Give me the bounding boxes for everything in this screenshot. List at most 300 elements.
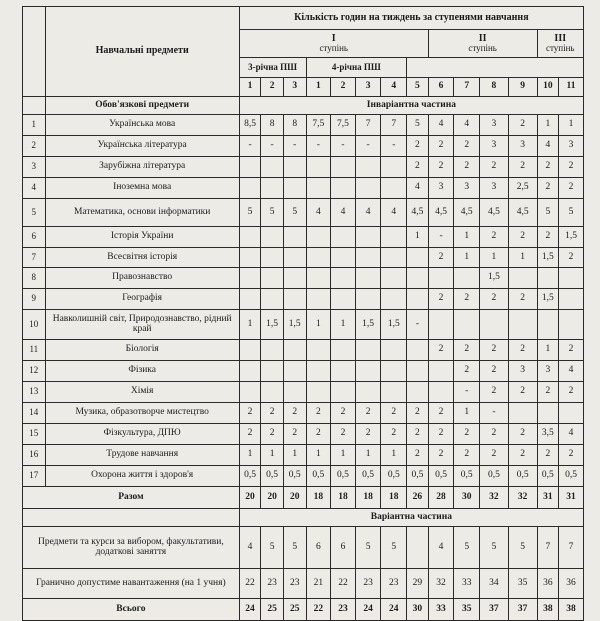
total-label: Разом bbox=[23, 487, 240, 509]
hours-cell: 2 bbox=[559, 445, 584, 466]
hours-cell: 2 bbox=[454, 157, 480, 178]
grand-total-cell: 24 bbox=[381, 599, 407, 621]
hours-cell: 4,5 bbox=[428, 199, 454, 227]
hours-cell bbox=[381, 178, 407, 199]
hours-cell bbox=[283, 157, 306, 178]
elective-cell: 5 bbox=[355, 527, 381, 569]
hours-cell bbox=[239, 382, 261, 403]
hours-cell bbox=[381, 248, 407, 268]
hours-cell: 0,5 bbox=[537, 466, 559, 487]
subject-row bbox=[23, 361, 584, 382]
hours-cell bbox=[261, 248, 284, 268]
hours-cell: 1 bbox=[331, 445, 356, 466]
subject-name: Біологія bbox=[45, 340, 239, 361]
max-load-cell: 23 bbox=[355, 569, 381, 599]
hours-cell: 8 bbox=[261, 115, 284, 136]
grade-number: 8 bbox=[480, 78, 509, 97]
hours-cell: - bbox=[261, 136, 284, 157]
hours-cell bbox=[283, 227, 306, 248]
hours-cell: 2 bbox=[480, 157, 509, 178]
hours-cell bbox=[508, 268, 537, 289]
hours-cell: 2 bbox=[428, 248, 454, 268]
grand-total-cell: 25 bbox=[283, 599, 306, 621]
row-number: 10 bbox=[23, 310, 46, 340]
hours-cell: 4,5 bbox=[407, 199, 429, 227]
subject-row bbox=[23, 382, 584, 403]
hours-cell: 7 bbox=[355, 115, 381, 136]
subject-name: Іноземна мова bbox=[45, 178, 239, 199]
hours-cell bbox=[381, 340, 407, 361]
grade-number: 3 bbox=[283, 78, 306, 97]
hours-cell: 2 bbox=[355, 424, 381, 445]
grade-number: 1 bbox=[239, 78, 261, 97]
subject-row bbox=[23, 199, 584, 227]
subject-name: Правознавство bbox=[45, 268, 239, 289]
hours-cell: - bbox=[454, 382, 480, 403]
total-cell: 31 bbox=[559, 487, 584, 509]
max-load-cell: 35 bbox=[508, 569, 537, 599]
row-number: 13 bbox=[23, 382, 46, 403]
hours-cell: 0,5 bbox=[454, 466, 480, 487]
hours-cell: 2 bbox=[306, 403, 331, 424]
grand-total-cell: 35 bbox=[454, 599, 480, 621]
grand-total-cell: 38 bbox=[537, 599, 559, 621]
hours-cell: 0,5 bbox=[306, 466, 331, 487]
total-row bbox=[23, 487, 584, 509]
hours-cell bbox=[283, 178, 306, 199]
total-cell: 32 bbox=[480, 487, 509, 509]
row-number: 11 bbox=[23, 340, 46, 361]
hours-cell: 2 bbox=[559, 340, 584, 361]
elective-cell: 6 bbox=[306, 527, 331, 569]
hours-cell bbox=[239, 268, 261, 289]
hours-cell: 7,5 bbox=[331, 115, 356, 136]
hours-cell bbox=[306, 157, 331, 178]
subject-name: Музика, образотворче мистецтво bbox=[45, 403, 239, 424]
hours-cell: 0,5 bbox=[331, 466, 356, 487]
hours-cell: 1 bbox=[261, 445, 284, 466]
hours-cell: 2 bbox=[454, 289, 480, 310]
row-number: 16 bbox=[23, 445, 46, 466]
invariant-part-label: Інваріантна частина bbox=[239, 97, 583, 115]
hours-cell: - bbox=[428, 227, 454, 248]
hours-cell: 7 bbox=[381, 115, 407, 136]
hours-cell bbox=[261, 361, 284, 382]
elective-cell: 5 bbox=[508, 527, 537, 569]
row-number: 5 bbox=[23, 199, 46, 227]
elective-row bbox=[23, 527, 584, 569]
hours-cell: 2 bbox=[428, 136, 454, 157]
grand-total-cell: 24 bbox=[239, 599, 261, 621]
max-load-cell: 23 bbox=[283, 569, 306, 599]
hours-cell bbox=[239, 340, 261, 361]
hours-cell: 3 bbox=[454, 178, 480, 199]
hours-cell: 2 bbox=[454, 361, 480, 382]
hours-cell: 1,5 bbox=[261, 310, 284, 340]
hours-cell bbox=[331, 227, 356, 248]
hours-cell bbox=[331, 268, 356, 289]
hours-cell: 2 bbox=[331, 424, 356, 445]
hours-cell bbox=[306, 289, 331, 310]
hours-cell bbox=[239, 289, 261, 310]
grand-total-cell: 30 bbox=[407, 599, 429, 621]
hours-cell: 2 bbox=[537, 227, 559, 248]
hours-cell bbox=[261, 268, 284, 289]
subject-name: Українська мова bbox=[45, 115, 239, 136]
header-blank bbox=[407, 58, 584, 78]
row-number: 3 bbox=[23, 157, 46, 178]
hours-cell: 5 bbox=[559, 199, 584, 227]
subjects-column-header: Навчальні предмети bbox=[45, 7, 239, 97]
hours-cell: 1 bbox=[239, 445, 261, 466]
hours-cell: 2,5 bbox=[508, 178, 537, 199]
subject-row bbox=[23, 310, 584, 340]
grade-number: 2 bbox=[261, 78, 284, 97]
hours-cell: 2 bbox=[428, 289, 454, 310]
hours-cell: 2 bbox=[407, 157, 429, 178]
hours-cell bbox=[283, 289, 306, 310]
subject-row bbox=[23, 178, 584, 199]
hours-cell: 2 bbox=[261, 424, 284, 445]
hours-cell: 3,5 bbox=[537, 424, 559, 445]
hours-cell: 1 bbox=[559, 115, 584, 136]
stage-1-roman: I bbox=[331, 32, 336, 44]
grand-total-label: Всього bbox=[23, 599, 240, 621]
hours-cell: 8,5 bbox=[239, 115, 261, 136]
hours-cell: 2 bbox=[508, 445, 537, 466]
hours-cell bbox=[283, 340, 306, 361]
grade-number: 4 bbox=[381, 78, 407, 97]
hours-cell bbox=[559, 268, 584, 289]
total-cell: 18 bbox=[355, 487, 381, 509]
hours-cell: 0,5 bbox=[480, 466, 509, 487]
hours-cell: - bbox=[355, 136, 381, 157]
hours-cell: 2 bbox=[283, 403, 306, 424]
hours-cell bbox=[480, 310, 509, 340]
hours-cell bbox=[537, 268, 559, 289]
hours-cell: 2 bbox=[239, 403, 261, 424]
hours-cell: 4 bbox=[559, 361, 584, 382]
hours-cell: 1 bbox=[306, 445, 331, 466]
hours-cell bbox=[407, 248, 429, 268]
hours-cell: 2 bbox=[508, 115, 537, 136]
mandatory-subjects-label: Обов'язкові предмети bbox=[45, 97, 239, 115]
hours-cell bbox=[306, 268, 331, 289]
subject-row bbox=[23, 424, 584, 445]
hours-cell: 2 bbox=[508, 340, 537, 361]
hours-cell bbox=[355, 361, 381, 382]
hours-cell bbox=[331, 157, 356, 178]
max-load-cell: 32 bbox=[428, 569, 454, 599]
subject-row bbox=[23, 466, 584, 487]
elective-cell: 5 bbox=[283, 527, 306, 569]
max-load-cell: 22 bbox=[331, 569, 356, 599]
total-cell: 32 bbox=[508, 487, 537, 509]
grade-number: 9 bbox=[508, 78, 537, 97]
total-cell: 26 bbox=[407, 487, 429, 509]
hours-cell: - bbox=[407, 310, 429, 340]
hours-cell: 0,5 bbox=[355, 466, 381, 487]
subject-name: Навколишній світ, Природознавство, рідний край bbox=[45, 310, 239, 340]
hours-cell bbox=[428, 268, 454, 289]
stage-1-word: ступінь bbox=[319, 43, 348, 54]
subject-row bbox=[23, 445, 584, 466]
hours-cell bbox=[261, 157, 284, 178]
hours-cell: - bbox=[283, 136, 306, 157]
hours-cell: 4 bbox=[331, 199, 356, 227]
curriculum-table bbox=[22, 6, 584, 621]
grade-number: 1 bbox=[306, 78, 331, 97]
hours-cell: 3 bbox=[508, 136, 537, 157]
total-cell: 20 bbox=[261, 487, 284, 509]
hours-cell: 5 bbox=[239, 199, 261, 227]
hours-cell: 2 bbox=[508, 227, 537, 248]
total-cell: 30 bbox=[454, 487, 480, 509]
hours-cell: 2 bbox=[480, 382, 509, 403]
grade-number: 3 bbox=[355, 78, 381, 97]
total-cell: 18 bbox=[381, 487, 407, 509]
hours-cell bbox=[331, 340, 356, 361]
max-load-cell: 21 bbox=[306, 569, 331, 599]
hours-cell bbox=[261, 178, 284, 199]
max-load-cell: 23 bbox=[381, 569, 407, 599]
hours-cell: 1,5 bbox=[381, 310, 407, 340]
hours-cell: 2 bbox=[428, 424, 454, 445]
hours-cell: 2 bbox=[537, 178, 559, 199]
hours-cell: 4 bbox=[559, 424, 584, 445]
hours-cell: 2 bbox=[407, 136, 429, 157]
hours-cell: 1 bbox=[537, 115, 559, 136]
hours-cell bbox=[261, 289, 284, 310]
hours-cell: 1,5 bbox=[355, 310, 381, 340]
hours-cell: 4,5 bbox=[454, 199, 480, 227]
hours-cell: 2 bbox=[428, 340, 454, 361]
hours-cell: 1,5 bbox=[559, 227, 584, 248]
hours-cell bbox=[381, 227, 407, 248]
variant-label-row bbox=[23, 509, 584, 527]
stage-2-header bbox=[428, 30, 537, 58]
hours-cell: 1 bbox=[331, 310, 356, 340]
subject-name: Українська література bbox=[45, 136, 239, 157]
hours-cell: 2 bbox=[454, 340, 480, 361]
subject-row bbox=[23, 157, 584, 178]
hours-cell: 2 bbox=[239, 424, 261, 445]
grand-total-cell: 23 bbox=[331, 599, 356, 621]
grand-total-cell: 38 bbox=[559, 599, 584, 621]
grand-total-cell: 24 bbox=[355, 599, 381, 621]
variant-part-label: Варіантна частина bbox=[239, 509, 583, 527]
row-number: 4 bbox=[23, 178, 46, 199]
stage-3-roman: III bbox=[554, 32, 567, 44]
hours-cell: 2 bbox=[381, 424, 407, 445]
hours-cell: - bbox=[306, 136, 331, 157]
hours-cell bbox=[331, 361, 356, 382]
max-load-cell: 36 bbox=[559, 569, 584, 599]
hours-cell: 2 bbox=[508, 382, 537, 403]
total-cell: 20 bbox=[239, 487, 261, 509]
hours-title: Кількість годин на тиждень за ступенями навчання bbox=[239, 7, 583, 30]
hours-cell: 2 bbox=[508, 157, 537, 178]
subject-row bbox=[23, 136, 584, 157]
row-number: 7 bbox=[23, 248, 46, 268]
hours-cell bbox=[407, 382, 429, 403]
subject-name: Історія України bbox=[45, 227, 239, 248]
stage-1-header bbox=[239, 30, 428, 58]
hours-cell: 2 bbox=[559, 248, 584, 268]
hours-cell: 1,5 bbox=[537, 289, 559, 310]
total-cell: 28 bbox=[428, 487, 454, 509]
hours-cell: 2 bbox=[480, 340, 509, 361]
subject-name: Охорона життя і здоров'я bbox=[45, 466, 239, 487]
hours-cell bbox=[508, 310, 537, 340]
subject-name: Всесвітня історія bbox=[45, 248, 239, 268]
hours-cell bbox=[355, 157, 381, 178]
subject-row bbox=[23, 268, 584, 289]
section-number-blank bbox=[23, 97, 46, 115]
hours-cell: 2 bbox=[559, 178, 584, 199]
hours-cell: 0,5 bbox=[407, 466, 429, 487]
subject-row bbox=[23, 115, 584, 136]
subject-name: Фізика bbox=[45, 361, 239, 382]
hours-cell: 2 bbox=[537, 382, 559, 403]
grade-number: 11 bbox=[559, 78, 584, 97]
hours-cell bbox=[331, 178, 356, 199]
hours-cell bbox=[261, 382, 284, 403]
row-number: 9 bbox=[23, 289, 46, 310]
hours-cell: 2 bbox=[480, 424, 509, 445]
grade-number: 2 bbox=[331, 78, 356, 97]
subject-row bbox=[23, 227, 584, 248]
hours-cell: - bbox=[381, 136, 407, 157]
hours-cell: 8 bbox=[283, 115, 306, 136]
row-number: 8 bbox=[23, 268, 46, 289]
hours-cell: 1 bbox=[508, 248, 537, 268]
hours-cell bbox=[355, 178, 381, 199]
hours-cell: 2 bbox=[454, 424, 480, 445]
subject-name: Хімія bbox=[45, 382, 239, 403]
hours-cell: 3 bbox=[508, 361, 537, 382]
total-cell: 31 bbox=[537, 487, 559, 509]
hours-cell: 3 bbox=[537, 361, 559, 382]
max-load-cell: 22 bbox=[239, 569, 261, 599]
elective-cell: 5 bbox=[381, 527, 407, 569]
hours-cell bbox=[261, 227, 284, 248]
hours-cell bbox=[428, 361, 454, 382]
hours-cell: 2 bbox=[508, 424, 537, 445]
hours-cell: 4 bbox=[537, 136, 559, 157]
max-load-cell: 29 bbox=[407, 569, 429, 599]
header-corner bbox=[23, 7, 46, 97]
hours-cell: - bbox=[480, 403, 509, 424]
hours-cell: - bbox=[331, 136, 356, 157]
hours-cell bbox=[381, 382, 407, 403]
hours-cell: 2 bbox=[480, 227, 509, 248]
hours-cell: 2 bbox=[283, 424, 306, 445]
hours-cell: 1,5 bbox=[537, 248, 559, 268]
max-load-cell: 23 bbox=[261, 569, 284, 599]
hours-cell bbox=[407, 340, 429, 361]
subject-row bbox=[23, 340, 584, 361]
max-load-label: Гранично допустиме навантаження (на 1 учня) bbox=[23, 569, 240, 599]
grade-number: 5 bbox=[407, 78, 429, 97]
subject-name: Фізкультура, ДПЮ bbox=[45, 424, 239, 445]
max-load-cell: 33 bbox=[454, 569, 480, 599]
hours-cell: 2 bbox=[454, 445, 480, 466]
hours-cell: 1 bbox=[454, 227, 480, 248]
hours-cell bbox=[454, 310, 480, 340]
hours-cell: 1 bbox=[239, 310, 261, 340]
hours-cell: 5 bbox=[283, 199, 306, 227]
hours-cell: 2 bbox=[381, 403, 407, 424]
hours-cell bbox=[355, 227, 381, 248]
hours-cell: 4 bbox=[306, 199, 331, 227]
hours-cell: 1 bbox=[283, 445, 306, 466]
hours-cell bbox=[559, 289, 584, 310]
hours-cell bbox=[381, 268, 407, 289]
hours-cell: 1 bbox=[454, 248, 480, 268]
hours-cell: 1 bbox=[407, 227, 429, 248]
subject-row bbox=[23, 248, 584, 268]
hours-cell: 1,5 bbox=[480, 268, 509, 289]
elective-cell: 7 bbox=[537, 527, 559, 569]
elective-cell: 4 bbox=[239, 527, 261, 569]
subject-name: Географія bbox=[45, 289, 239, 310]
subject-name: Трудове навчання bbox=[45, 445, 239, 466]
hours-cell: 1,5 bbox=[283, 310, 306, 340]
grand-total-row bbox=[23, 599, 584, 621]
hours-cell: 2 bbox=[407, 403, 429, 424]
row-number: 1 bbox=[23, 115, 46, 136]
hours-cell: 4 bbox=[454, 115, 480, 136]
hours-cell bbox=[283, 361, 306, 382]
hours-cell: 7,5 bbox=[306, 115, 331, 136]
four-year-school-header: 4-річна ПШ bbox=[306, 58, 407, 78]
row-number: 12 bbox=[23, 361, 46, 382]
hours-cell: 0,5 bbox=[283, 466, 306, 487]
row-number: 2 bbox=[23, 136, 46, 157]
grade-number: 6 bbox=[428, 78, 454, 97]
grand-total-cell: 25 bbox=[261, 599, 284, 621]
hours-cell bbox=[239, 157, 261, 178]
hours-cell bbox=[355, 248, 381, 268]
hours-cell: 4 bbox=[381, 199, 407, 227]
hours-cell bbox=[261, 340, 284, 361]
hours-cell bbox=[381, 157, 407, 178]
variant-label-blank bbox=[23, 509, 240, 527]
hours-cell: 0,5 bbox=[559, 466, 584, 487]
hours-cell: 2 bbox=[306, 424, 331, 445]
row-number: 14 bbox=[23, 403, 46, 424]
hours-cell: 4 bbox=[355, 199, 381, 227]
hours-cell bbox=[355, 268, 381, 289]
hours-cell bbox=[407, 289, 429, 310]
hours-cell bbox=[306, 382, 331, 403]
hours-cell: 2 bbox=[537, 445, 559, 466]
hours-cell: 4,5 bbox=[508, 199, 537, 227]
hours-cell: 1 bbox=[306, 310, 331, 340]
hours-cell bbox=[407, 268, 429, 289]
subject-row bbox=[23, 289, 584, 310]
max-load-cell: 34 bbox=[480, 569, 509, 599]
hours-cell: 3 bbox=[480, 178, 509, 199]
subject-name: Зарубіжна література bbox=[45, 157, 239, 178]
hours-cell bbox=[306, 340, 331, 361]
max-load-cell: 36 bbox=[537, 569, 559, 599]
hours-cell: - bbox=[239, 136, 261, 157]
grand-total-cell: 37 bbox=[480, 599, 509, 621]
hours-cell: 1 bbox=[537, 340, 559, 361]
hours-cell: 2 bbox=[559, 382, 584, 403]
